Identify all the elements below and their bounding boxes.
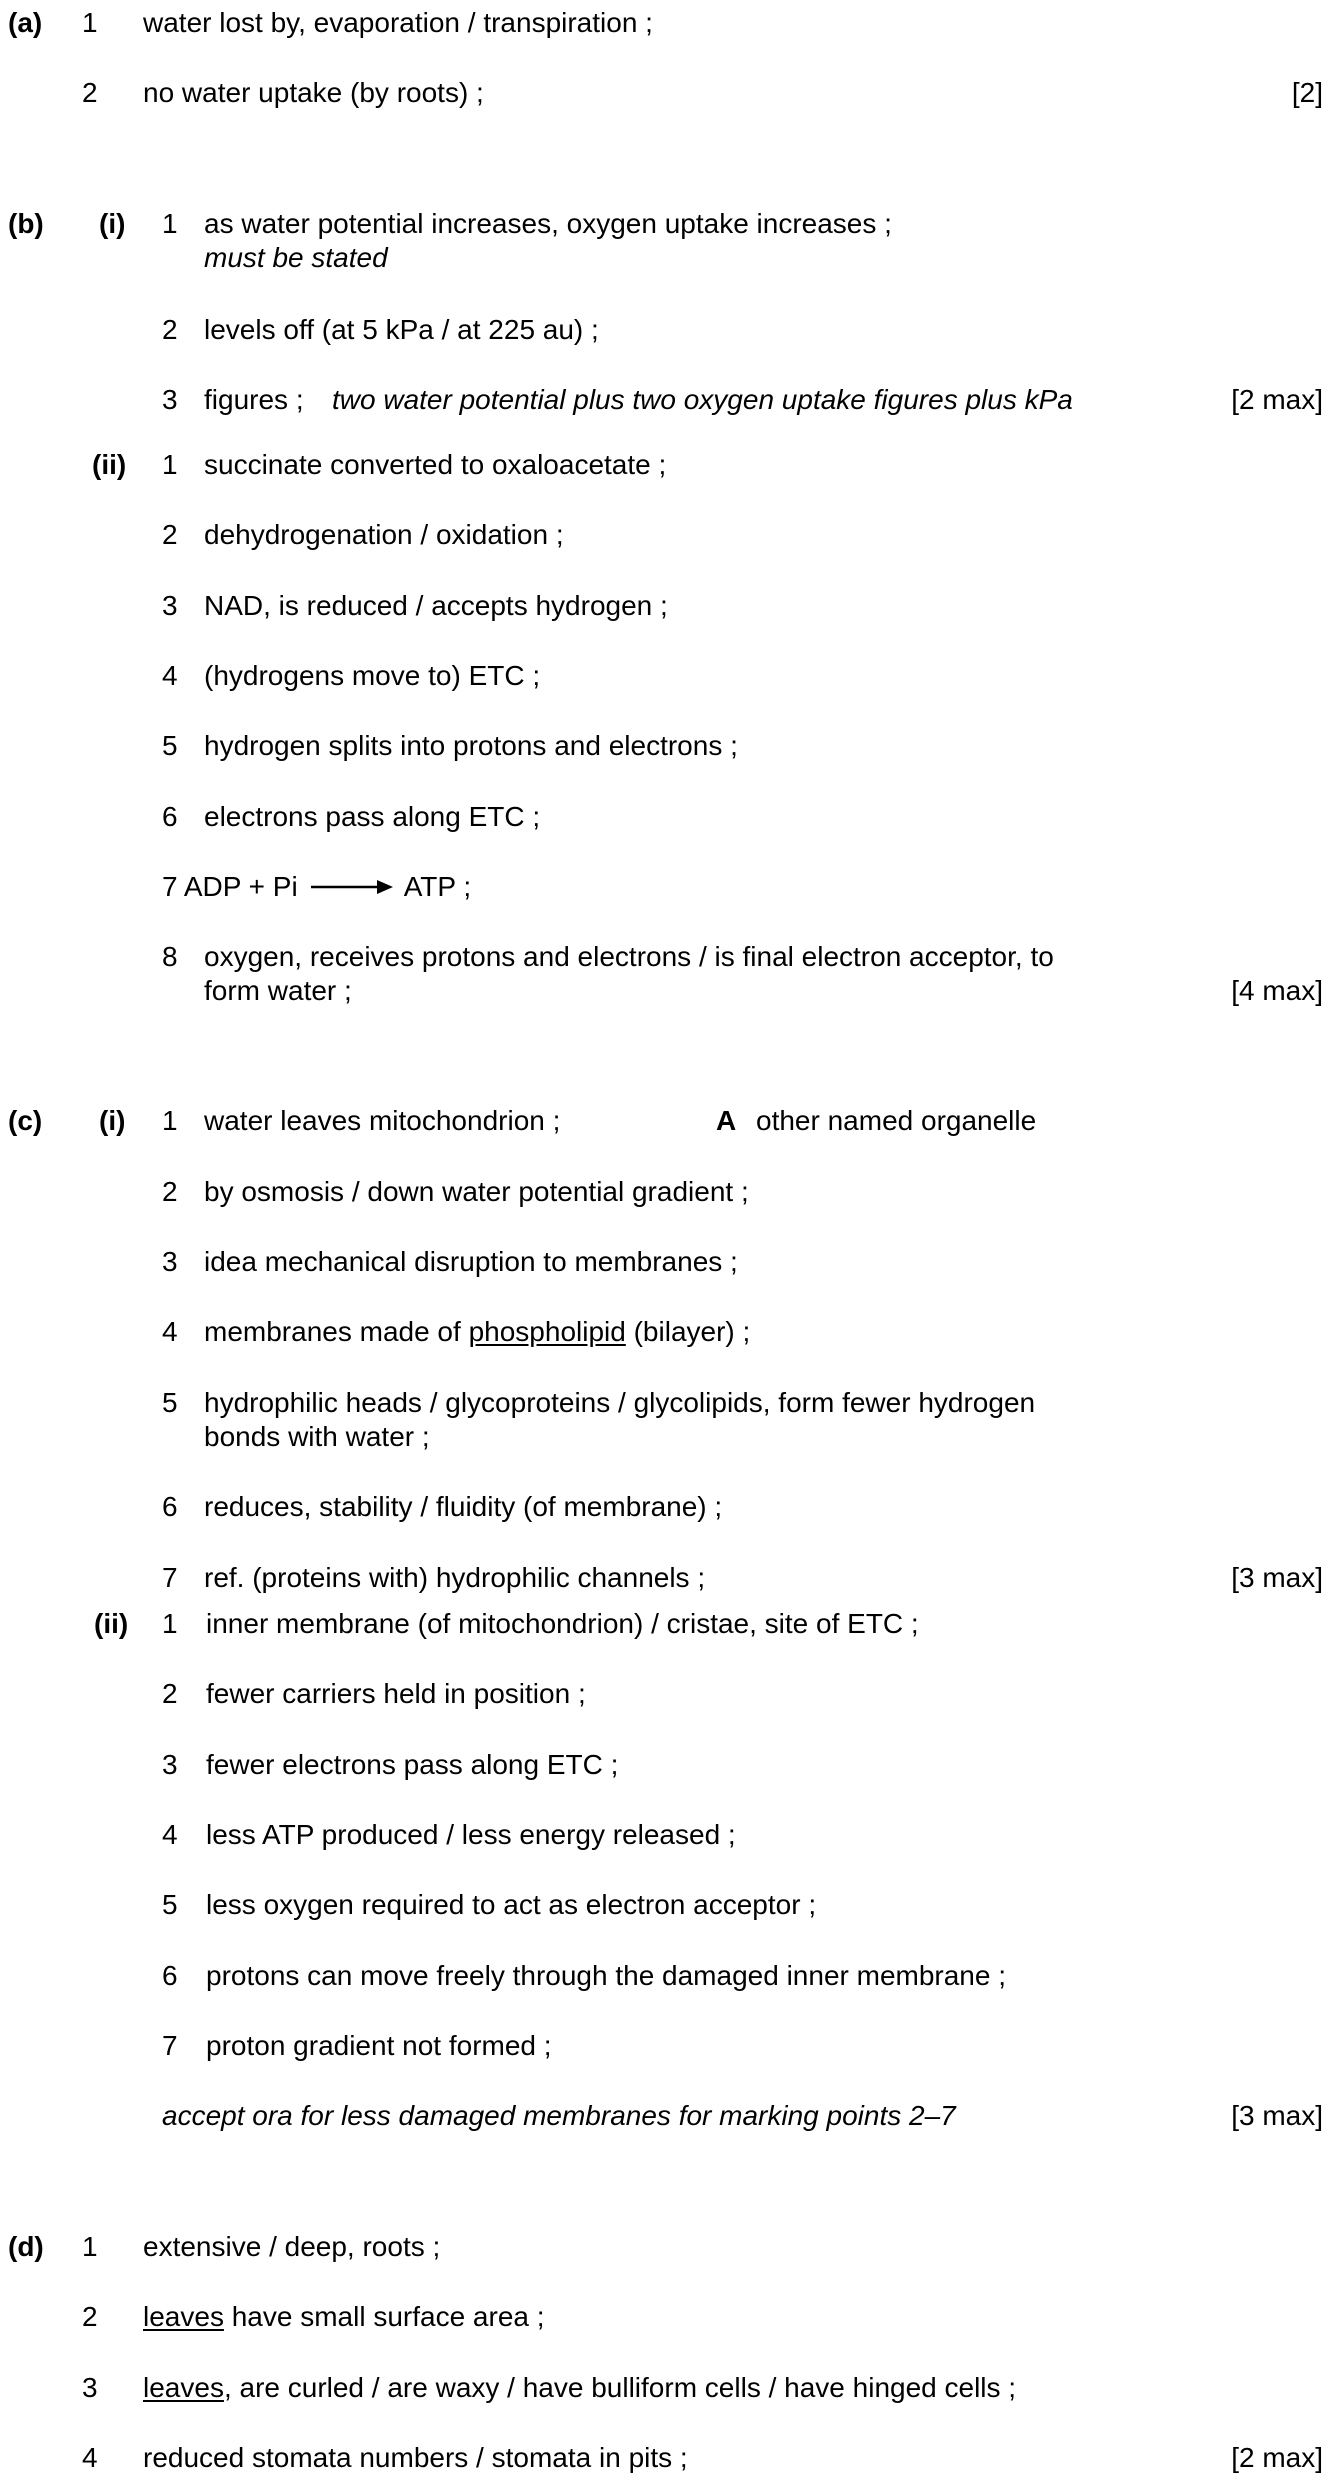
part-d-point-3-text: leaves, are curled / are waxy / have bulliform cells / have hinged cells ; bbox=[143, 2372, 1017, 2403]
part-c-ii-point-6-text: protons can move freely through the damaged inner membrane ; bbox=[206, 1960, 1007, 1991]
accept-label: A bbox=[716, 1105, 737, 1136]
part-a-point-1-text: water lost by, evaporation / transpiration ; bbox=[143, 7, 653, 38]
part-b-i-point-3-note: two water potential plus two oxygen uptake figures plus kPa bbox=[332, 384, 1073, 415]
part-d-point-4-text: reduced stomata numbers / stomata in pits ; bbox=[143, 2442, 688, 2473]
part-d-label: (d) bbox=[8, 2231, 44, 2262]
part-a-label: (a) bbox=[8, 7, 43, 38]
part-c-i-point-4-text: membranes made of phospholipid (bilayer) ; bbox=[204, 1316, 751, 1347]
part-b-i-point-3-number: 3 bbox=[162, 384, 178, 415]
part-b-i-mark: [2 max] bbox=[1231, 384, 1323, 415]
part-b-i-point-1-note: must be stated bbox=[204, 242, 388, 273]
part-d-point-1-text: extensive / deep, roots ; bbox=[143, 2231, 441, 2262]
part-b-ii-point-2-text: dehydrogenation / oxidation ; bbox=[204, 519, 564, 550]
part-a-point-1-number: 1 bbox=[82, 7, 98, 38]
part-c-i-point-4-number: 4 bbox=[162, 1316, 178, 1347]
part-b-i-point-1-number: 1 bbox=[162, 208, 178, 239]
part-c-i-point-5-text-continued: bonds with water ; bbox=[204, 1421, 430, 1452]
phospholipid-term: phospholipid bbox=[468, 1316, 626, 1347]
part-c-ii-point-1-number: 1 bbox=[162, 1608, 178, 1639]
part-c-i-point-3-text: idea mechanical disruption to membranes ; bbox=[204, 1246, 738, 1277]
part-b-ii-point-5-text: hydrogen splits into protons and electrons ; bbox=[204, 730, 738, 761]
part-b-ii-point-8-text-continued: form water ; bbox=[204, 975, 352, 1006]
part-c-i-point-6-text: reduces, stability / fluidity (of membrane) ; bbox=[204, 1491, 723, 1522]
part-d-point-2-text: leaves have small surface area ; bbox=[143, 2301, 545, 2332]
part-c-ii-point-5-number: 5 bbox=[162, 1889, 178, 1920]
part-a-point-2-number: 2 bbox=[82, 77, 98, 108]
part-b-ii-point-3-number: 3 bbox=[162, 590, 178, 621]
part-c-ii-point-2-number: 2 bbox=[162, 1678, 178, 1709]
part-d-point-1-number: 1 bbox=[82, 2231, 98, 2262]
part-b-ii-point-6-text: electrons pass along ETC ; bbox=[204, 801, 541, 832]
part-b-ii-point-3-text: NAD, is reduced / accepts hydrogen ; bbox=[204, 590, 668, 621]
part-c-i-point-7-number: 7 bbox=[162, 1562, 178, 1593]
part-b-ii-point-2-number: 2 bbox=[162, 519, 178, 550]
part-c-ii-note: accept ora for less damaged membranes for marking points 2–7 bbox=[162, 2100, 956, 2131]
part-b-i-point-3-text: figures ; bbox=[204, 384, 304, 415]
part-c-i-mark: [3 max] bbox=[1231, 1562, 1323, 1593]
part-b-ii-label: (ii) bbox=[92, 449, 127, 480]
part-c-ii-point-3-number: 3 bbox=[162, 1749, 178, 1780]
equation-left: ADP + Pi bbox=[183, 871, 298, 902]
part-c-i-point-7-text: ref. (proteins with) hydrophilic channels ; bbox=[204, 1562, 706, 1593]
part-b-ii-point-1-number: 1 bbox=[162, 449, 178, 480]
part-b-i-point-2-number: 2 bbox=[162, 314, 178, 345]
part-b-ii-point-7 bbox=[162, 870, 471, 904]
part-c-ii-point-3-text: fewer electrons pass along ETC ; bbox=[206, 1749, 619, 1780]
part-c-i-point-5-text: hydrophilic heads / glycoproteins / glycolipids, form fewer hydrogen bbox=[204, 1387, 1036, 1418]
part-c-i-point-2-text: by osmosis / down water potential gradient ; bbox=[204, 1176, 749, 1207]
part-b-ii-point-1-text: succinate converted to oxaloacetate ; bbox=[204, 449, 667, 480]
equation-right: ATP ; bbox=[403, 871, 472, 902]
part-c-ii-point-4-text: less ATP produced / less energy released ; bbox=[206, 1819, 736, 1850]
part-a-point-2-text: no water uptake (by roots) ; bbox=[143, 77, 484, 108]
part-c-i-point-5-number: 5 bbox=[162, 1387, 178, 1418]
part-c-i-point-1-text: water leaves mitochondrion ; bbox=[204, 1105, 561, 1136]
part-c-ii-point-1-text: inner membrane (of mitochondrion) / cristae, site of ETC ; bbox=[206, 1608, 919, 1639]
part-b-ii-point-5-number: 5 bbox=[162, 730, 178, 761]
part-d-point-2-number: 2 bbox=[82, 2301, 98, 2332]
part-c-ii-point-7-number: 7 bbox=[162, 2030, 178, 2061]
part-c-i-point-2-number: 2 bbox=[162, 1176, 178, 1207]
accept-text: other named organelle bbox=[756, 1105, 1037, 1136]
part-c-ii-mark: [3 max] bbox=[1231, 2100, 1323, 2131]
arrow-right-icon bbox=[305, 870, 397, 904]
part-c-i-point-1-number: 1 bbox=[162, 1105, 178, 1136]
part-b-ii-mark: [4 max] bbox=[1231, 975, 1323, 1006]
part-b-label: (b) bbox=[8, 208, 44, 239]
part-b-ii-point-8-number: 8 bbox=[162, 941, 178, 972]
part-c-ii-point-6-number: 6 bbox=[162, 1960, 178, 1991]
part-c-ii-point-5-text: less oxygen required to act as electron acceptor ; bbox=[206, 1889, 817, 1920]
part-c-ii-label: (ii) bbox=[94, 1608, 129, 1639]
part-c-i-point-6-number: 6 bbox=[162, 1491, 178, 1522]
part-b-i-label: (i) bbox=[99, 208, 126, 239]
part-c-i-point-3-number: 3 bbox=[162, 1246, 178, 1277]
part-c-i-label: (i) bbox=[99, 1105, 126, 1136]
leaves-term: leaves bbox=[143, 2372, 224, 2403]
part-b-i-point-1-text: as water potential increases, oxygen uptake increases ; bbox=[204, 208, 892, 239]
part-c-ii-point-7-text: proton gradient not formed ; bbox=[206, 2030, 552, 2061]
part-c-ii-point-4-number: 4 bbox=[162, 1819, 178, 1850]
part-b-ii-point-4-number: 4 bbox=[162, 660, 178, 691]
part-b-i-point-2-text: levels off (at 5 kPa / at 225 au) ; bbox=[204, 314, 599, 345]
part-b-ii-point-8-text: oxygen, receives protons and electrons / is final electron acceptor, to bbox=[204, 941, 1054, 972]
part-c-ii-point-2-text: fewer carriers held in position ; bbox=[206, 1678, 586, 1709]
part-d-point-3-number: 3 bbox=[82, 2372, 98, 2403]
part-d-point-4-number: 4 bbox=[82, 2442, 98, 2473]
part-b-ii-point-4-text: (hydrogens move to) ETC ; bbox=[204, 660, 541, 691]
part-c-label: (c) bbox=[8, 1105, 43, 1136]
part-b-ii-point-6-number: 6 bbox=[162, 801, 178, 832]
part-b-ii-point-7-number: 7 bbox=[162, 871, 178, 902]
leaves-term: leaves bbox=[143, 2301, 224, 2332]
part-a-mark: [2] bbox=[1291, 77, 1323, 108]
part-d-mark: [2 max] bbox=[1231, 2442, 1323, 2473]
